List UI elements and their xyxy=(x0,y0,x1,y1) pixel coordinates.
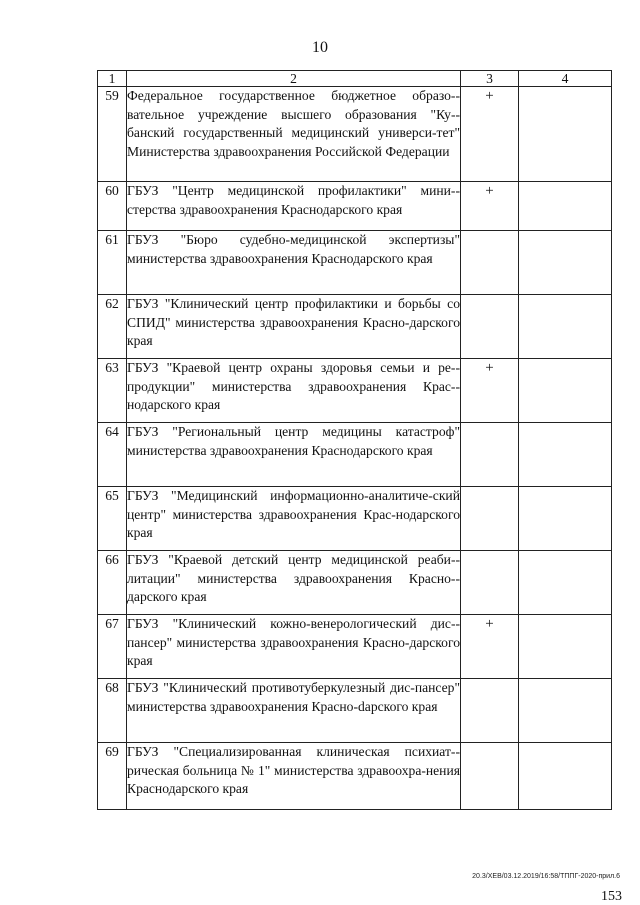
table-row xyxy=(98,679,612,743)
document-footer-code: 20.3/ХЕВ/03.12.2019/16:58/ТППГ-2020-прил.6 xyxy=(472,873,620,880)
column-4-cell xyxy=(519,615,612,679)
table-row xyxy=(98,182,612,231)
column-3-mark: + xyxy=(461,87,519,182)
column-header: 4 xyxy=(519,71,612,87)
table-row xyxy=(98,423,612,487)
column-4-cell xyxy=(519,743,612,810)
table-row xyxy=(98,487,612,551)
column-3-mark xyxy=(461,551,519,615)
row-number: 64 xyxy=(98,423,127,487)
column-4-cell xyxy=(519,423,612,487)
column-4-cell xyxy=(519,359,612,423)
institution-name: Федеральное государственное бюджетное образо-вательное учреждение высшего образования "Ку-банский государственный медицинский универси-тет" Министерства здравоохранения Российской Федерации xyxy=(127,87,461,182)
institutions-table xyxy=(97,70,612,810)
institution-name: ГБУЗ "Специализированная клиническая психиат-рическая больница № 1" министерства здравоохра-нения Краснодарского края xyxy=(127,743,461,810)
row-number: 67 xyxy=(98,615,127,679)
row-number: 61 xyxy=(98,231,127,295)
column-header: 3 xyxy=(461,71,519,87)
column-header: 2 xyxy=(127,71,461,87)
table-row xyxy=(98,87,612,182)
institution-name: ГБУЗ "Региональный центр медицины катастроф" министерства здравоохранения Краснодарского края xyxy=(127,423,461,487)
row-number: 66 xyxy=(98,551,127,615)
column-3-mark xyxy=(461,743,519,810)
table-row xyxy=(98,615,612,679)
column-3-mark: + xyxy=(461,182,519,231)
column-4-cell xyxy=(519,551,612,615)
column-header: 1 xyxy=(98,71,127,87)
institution-name: ГБУЗ "Краевой детский центр медицинской реаби-литации" министерства здравоохранения Красно-дарского края xyxy=(127,551,461,615)
row-number: 59 xyxy=(98,87,127,182)
institution-name: ГБУЗ "Краевой центр охраны здоровья семьи и ре-продукции" министерства здравоохранения Крас-нодарского края xyxy=(127,359,461,423)
institution-name: ГБУЗ "Клинический центр профилактики и борьбы со СПИД" министерства здравоохранения Красно-дарского края xyxy=(127,295,461,359)
row-number: 68 xyxy=(98,679,127,743)
column-3-mark xyxy=(461,487,519,551)
row-number: 60 xyxy=(98,182,127,231)
table-header-row xyxy=(98,71,612,87)
column-4-cell xyxy=(519,487,612,551)
table-row xyxy=(98,231,612,295)
institution-name: ГБУЗ "Центр медицинской профилактики" мини-стерства здравоохранения Краснодарского края xyxy=(127,182,461,231)
institution-name: ГБУЗ "Клинический противотуберкулезный дис-пансер" министерства здравоохранения Красно-dарского края xyxy=(127,679,461,743)
row-number: 65 xyxy=(98,487,127,551)
sheet-stamp-number: 153 xyxy=(601,889,622,904)
column-3-mark xyxy=(461,423,519,487)
column-4-cell xyxy=(519,679,612,743)
table-row xyxy=(98,295,612,359)
column-3-mark xyxy=(461,295,519,359)
column-3-mark: + xyxy=(461,359,519,423)
table-row xyxy=(98,743,612,810)
institution-name: ГБУЗ "Клинический кожно-венерологический дис-пансер" министерства здравоохранения Красно-дарского края xyxy=(127,615,461,679)
column-4-cell xyxy=(519,182,612,231)
institution-name: ГБУЗ "Медицинский информационно-аналитиче-ский центр" министерства здравоохранения Крас-нодарского края xyxy=(127,487,461,551)
row-number: 69 xyxy=(98,743,127,810)
page-number: 10 xyxy=(312,39,328,56)
table-row xyxy=(98,359,612,423)
column-3-mark xyxy=(461,679,519,743)
column-4-cell xyxy=(519,231,612,295)
column-4-cell xyxy=(519,295,612,359)
column-3-mark: + xyxy=(461,615,519,679)
institution-name: ГБУЗ "Бюро судебно-медицинской экспертизы" министерства здравоохранения Краснодарского края xyxy=(127,231,461,295)
column-4-cell xyxy=(519,87,612,182)
table-row xyxy=(98,551,612,615)
column-3-mark xyxy=(461,231,519,295)
row-number: 62 xyxy=(98,295,127,359)
row-number: 63 xyxy=(98,359,127,423)
